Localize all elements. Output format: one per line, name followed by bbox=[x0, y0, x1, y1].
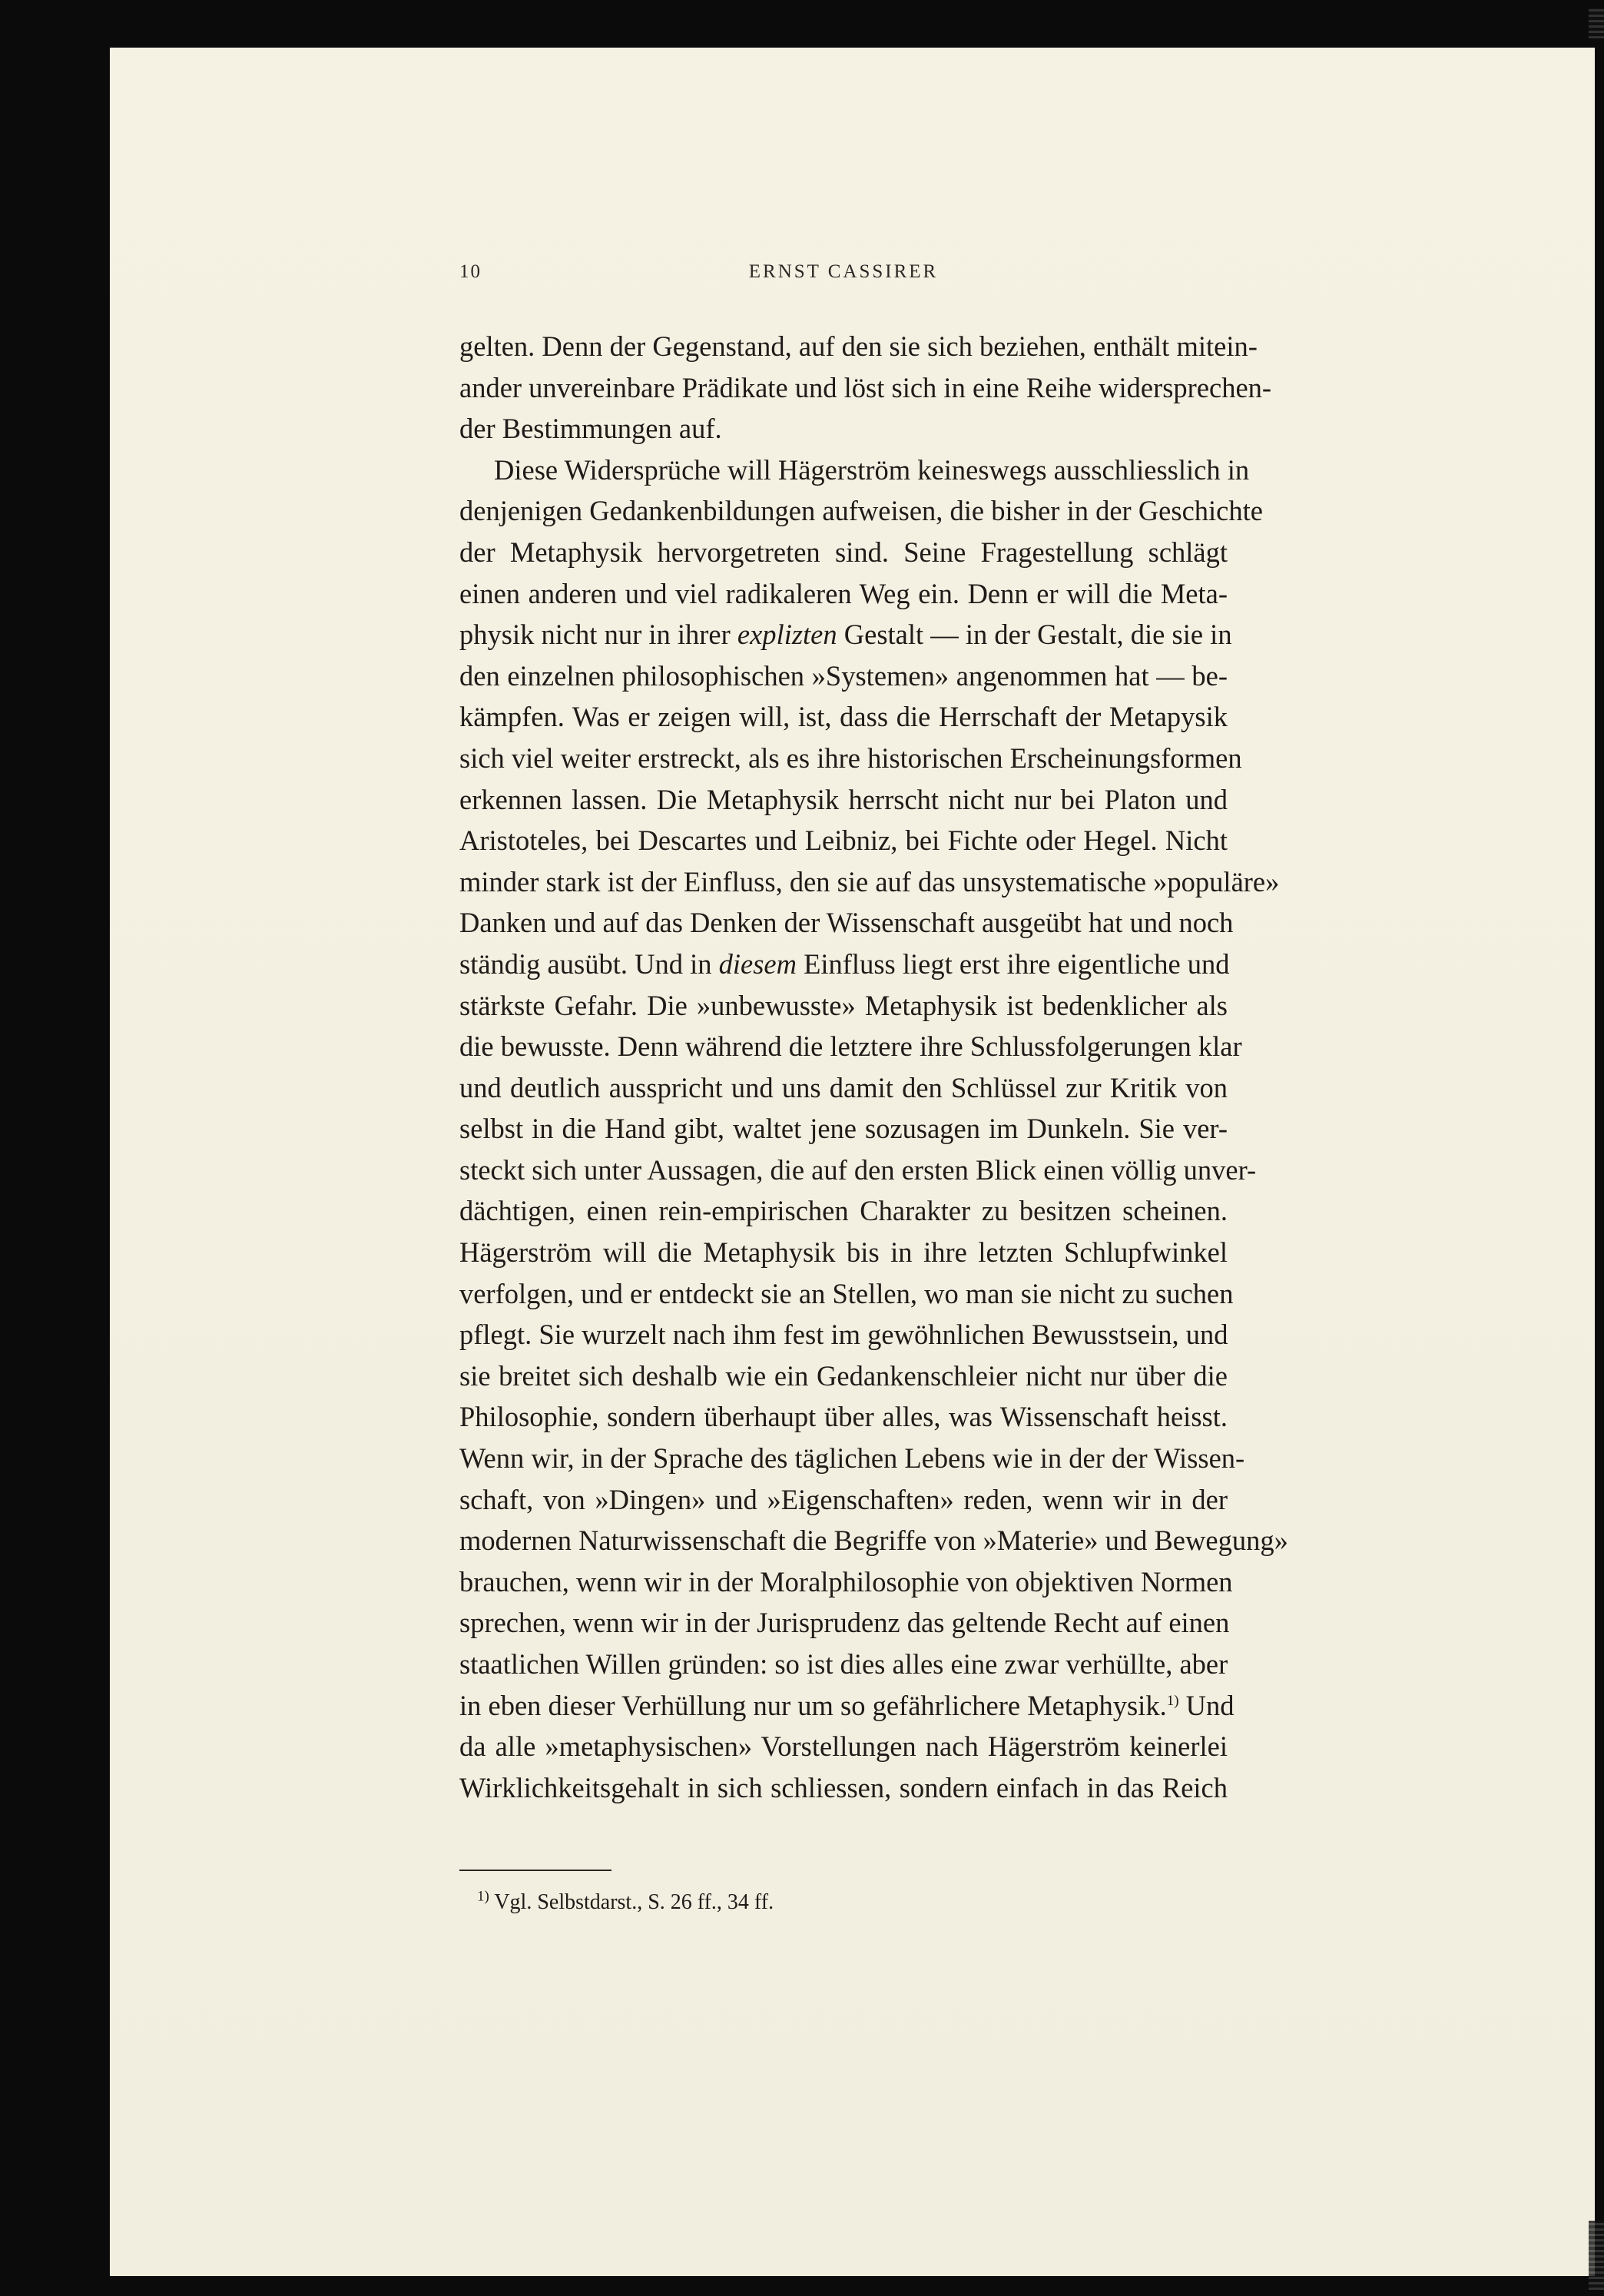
emphasis-text: explizten bbox=[737, 619, 837, 651]
text-line: einen anderen und viel radikaleren Weg ein. Denn er will die Meta- bbox=[459, 577, 1228, 609]
text-line: denjenigen Gedankenbildungen aufweisen, die bisher in der Geschichte bbox=[459, 495, 1263, 527]
footnote-marker: 1) bbox=[477, 1888, 489, 1905]
text-line: Danken und auf das Denken der Wissenschaft ausgeübt hat und noch bbox=[459, 907, 1234, 939]
text-run: ständig ausübt. Und in bbox=[459, 947, 712, 980]
text-line: verfolgen, und er entdeckt sie an Stellen, wo man sie nicht zu suchen bbox=[459, 1277, 1234, 1309]
text-line: der Bestimmungen auf. bbox=[459, 413, 722, 445]
text-line: pflegt. Sie wurzelt nach ihm fest im gewöhnlichen Bewusstsein, und bbox=[459, 1319, 1228, 1351]
text-line: sprechen, wenn wir in der Jurisprudenz das geltende Recht auf einen bbox=[459, 1607, 1230, 1639]
footnote-divider bbox=[459, 1870, 611, 1871]
text-line bbox=[459, 1685, 1234, 1727]
text-line bbox=[459, 614, 1232, 655]
footnote-reference: 1) bbox=[1166, 1692, 1179, 1709]
text-run: physik nicht nur in ihrer bbox=[459, 619, 731, 651]
text-line: staatlichen Willen gründen: so ist dies alles eine zwar verhüllte, aber bbox=[459, 1648, 1228, 1680]
text-line: selbst in die Hand gibt, waltet jene sozusagen im Dunkeln. Sie ver- bbox=[459, 1113, 1228, 1145]
text-line: Philosophie, sondern überhaupt über alles, was Wissenschaft heisst. bbox=[459, 1401, 1228, 1433]
text-line: und deutlich ausspricht und uns damit den Schlüssel zur Kritik von bbox=[459, 1071, 1228, 1103]
text-line: sie breitet sich deshalb wie ein Gedankenschleier nicht nur über die bbox=[459, 1359, 1228, 1392]
text-run: Einfluss liegt erst ihre eigentliche und bbox=[804, 947, 1230, 980]
text-line: kämpfen. Was er zeigen will, ist, dass die Herrschaft der Metapysik bbox=[459, 701, 1228, 733]
text-line: stärkste Gefahr. Die »unbewusste» Metaphysik ist bedenklicher als bbox=[459, 989, 1228, 1021]
emphasis-text: diesem bbox=[718, 947, 797, 980]
text-line: die bewusste. Denn während die letztere ihre Schlussfolgerungen klar bbox=[459, 1030, 1242, 1063]
text-line: minder stark ist der Einfluss, den sie auf das unsystematische »populäre» bbox=[459, 865, 1280, 897]
text-line bbox=[459, 944, 1228, 985]
text-line: brauchen, wenn wir in der Moralphilosophie von objektiven Normen bbox=[459, 1565, 1233, 1598]
scan-edge-noise bbox=[1589, 8, 1604, 38]
text-line: Wenn wir, in der Sprache des täglichen Lebens wie in der der Wissen- bbox=[459, 1442, 1245, 1475]
text-line: Diese Widersprüche will Hägerström keineswegs ausschliesslich in bbox=[494, 453, 1250, 486]
running-title: ERNST CASSIRER bbox=[748, 261, 939, 282]
text-line: der Metaphysik hervorgetreten sind. Seine Fragestellung schlägt bbox=[459, 536, 1228, 568]
text-line: den einzelnen philosophischen »Systemen» angenommen hat — be- bbox=[459, 659, 1228, 692]
text-run: in eben dieser Verhüllung nur um so gefährlichere Metaphysik. bbox=[459, 1689, 1167, 1721]
text-line: steckt sich unter Aussagen, die auf den ersten Blick einen völlig unver- bbox=[459, 1153, 1257, 1186]
text-line: Hägerström will die Metaphysik bis in ihre letzten Schlupfwinkel bbox=[459, 1236, 1228, 1269]
text-line: Aristoteles, bei Descartes und Leibniz, bei Fichte oder Hegel. Nicht bbox=[459, 825, 1228, 857]
text-line: gelten. Denn der Gegenstand, auf den sie sich beziehen, enthält mitein- bbox=[459, 330, 1258, 362]
text-line: modernen Naturwissenschaft die Begriffe von »Materie» und Bewegung» bbox=[459, 1525, 1288, 1557]
page-number: 10 bbox=[459, 261, 482, 282]
text-run: Gestalt — in der Gestalt, die sie in bbox=[843, 619, 1232, 651]
text-line: erkennen lassen. Die Metaphysik herrscht nicht nur bei Platon und bbox=[459, 783, 1228, 815]
text-line: Wirklichkeitsgehalt in sich schliessen, sondern einfach in das Reich bbox=[459, 1771, 1228, 1803]
body-text bbox=[459, 326, 1288, 1808]
text-line: ander unvereinbare Prädikate und löst sich in eine Reihe widersprechen- bbox=[459, 371, 1272, 403]
scan-edge-noise bbox=[1589, 2221, 1604, 2290]
running-header bbox=[459, 261, 1228, 292]
text-line: da alle »metaphysischen» Vorstellungen nach Hägerström keinerlei bbox=[459, 1730, 1228, 1763]
text-line: dächtigen, einen rein-empirischen Charakter zu besitzen scheinen. bbox=[459, 1195, 1228, 1227]
text-line: sich viel weiter erstreckt, als es ihre historischen Erscheinungsformen bbox=[459, 742, 1242, 774]
book-page bbox=[110, 48, 1595, 2276]
footnote bbox=[477, 1890, 774, 1915]
text-line: schaft, von »Dingen» und »Eigenschaften» reden, wenn wir in der bbox=[459, 1483, 1228, 1515]
text-run: Und bbox=[1185, 1689, 1234, 1721]
footnote-text: Vgl. Selbstdarst., S. 26 ff., 34 ff. bbox=[494, 1890, 774, 1914]
